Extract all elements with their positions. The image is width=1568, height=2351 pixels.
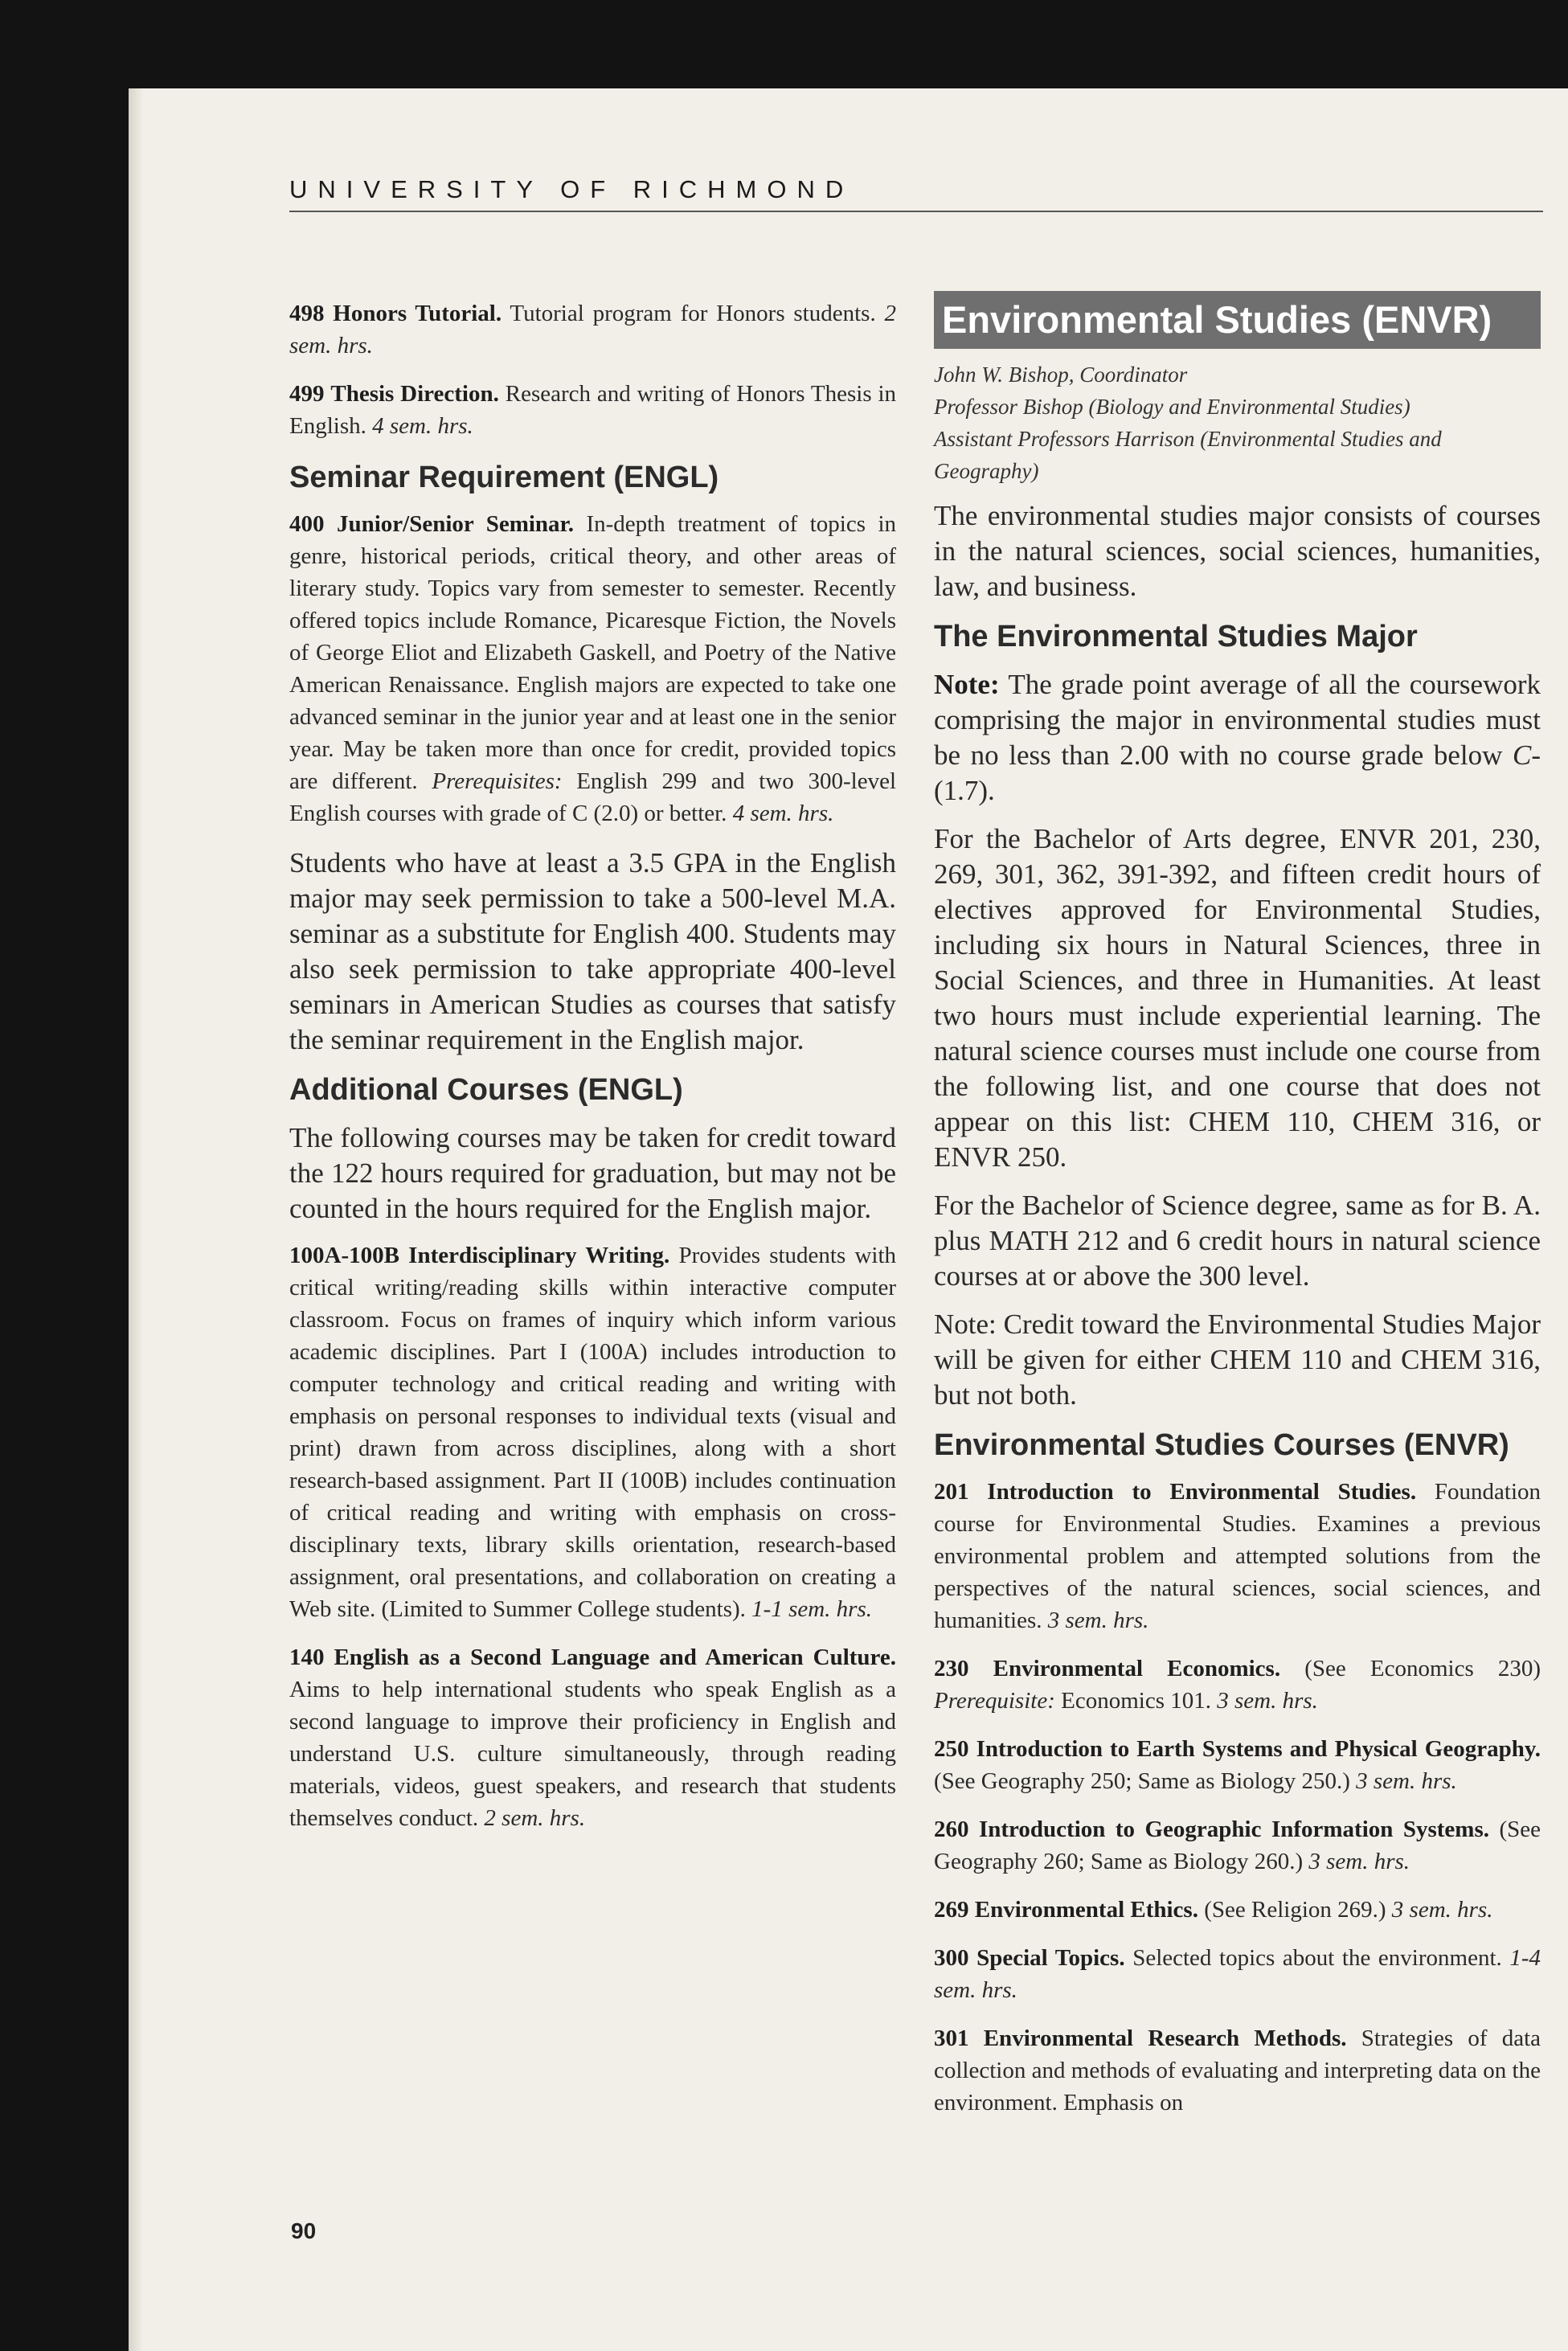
course-hours: 3 sem. hrs.	[1356, 1768, 1457, 1794]
course-description: Strategies of data collection and methods of evaluating and interpreting data on the environment. Emphasis on	[934, 2025, 1541, 2115]
left-column	[289, 297, 896, 1850]
course-title: Introduction to Geographic Information Systems.	[978, 1816, 1489, 1842]
faculty-line: Assistant Professors Harrison (Environmental Studies and Geography)	[934, 427, 1442, 483]
course-number: 201	[934, 1479, 969, 1505]
course-description: Research and writing of Honors Thesis in English.	[289, 381, 897, 439]
course-entry	[289, 1239, 896, 1625]
course-entry	[934, 2022, 1541, 2119]
course-number: 140	[289, 1644, 325, 1670]
page-number: 90	[291, 2218, 317, 2243]
course-title: Introduction to Earth Systems and Physical Geography.	[976, 1736, 1541, 1762]
course-number: 300	[934, 1945, 969, 1971]
page-edge	[129, 88, 143, 2351]
note-grade: C-	[1513, 739, 1541, 771]
course-hours: 2 sem. hrs.	[289, 301, 896, 358]
course-title: Environmental Research Methods.	[983, 2025, 1347, 2051]
course-hours: 3 sem. hrs.	[1308, 1849, 1410, 1874]
course-number: 269	[934, 1897, 969, 1923]
section-heading-major: The Environmental Studies Major	[934, 620, 1418, 653]
note-label: Note:	[934, 669, 1000, 700]
course-description: (See Geography 250; Same as Biology 250.)	[934, 1768, 1350, 1794]
course-entry	[289, 297, 896, 362]
right-column	[934, 291, 1541, 2135]
course-number: 250	[934, 1736, 969, 1762]
program-intro: The environmental studies major consists of courses in the natural sciences, social sciences, humanities, law, and business.	[934, 500, 1541, 602]
course-title: Thesis Direction.	[330, 381, 499, 407]
header-rule	[289, 211, 1543, 212]
credit-note: Note: Credit toward the Environmental Studies Major will be given for either CHEM 110 and CHEM 316, but not both.	[934, 1309, 1541, 1411]
course-description: Foundation course for Environmental Studies. Examines a previous environmental problem and attempted solutions from the perspectives of the natural sciences, social sciences, and humanities.	[934, 1479, 1541, 1633]
course-title: Introduction to Environmental Studies.	[987, 1479, 1417, 1505]
ba-requirements: For the Bachelor of Arts degree, ENVR 201, 230, 269, 301, 362, 391-392, and fifteen credit hours of electives approved for Environmental Studies, including six hours in Natural Sciences, three in Social Sciences, and three in Humanities. At least two hours must include experiential learning. The natural science courses must include one course from the following list, and one course that does not appear on this list: CHEM 110, CHEM 316, or ENVR 250.	[934, 823, 1541, 1173]
note-tail: (1.7).	[934, 775, 995, 806]
course-hours: 3 sem. hrs.	[1391, 1897, 1493, 1923]
course-entry	[934, 1813, 1541, 1878]
faculty-line: John W. Bishop, Coordinator	[934, 362, 1188, 387]
course-description: (See Economics 230)	[1304, 1656, 1541, 1681]
course-number: 260	[934, 1816, 969, 1842]
course-description: In-depth treatment of topics in genre, historical periods, critical theory, and other areas of literary study. Topics vary from semester to semester. Recently offered topics include Romance, Picaresque Fiction, the Novels of George Eliot and Elizabeth Gaskell, and Poetry of the Native American Renaissance. English majors are expected to take one advanced seminar in the junior year and at least one in the senior year. May be taken more than once for credit, provided topics are different.	[289, 511, 897, 794]
course-description: (See Religion 269.)	[1204, 1897, 1386, 1923]
course-number: 499	[289, 381, 325, 407]
course-entry	[289, 508, 896, 829]
course-number: 498	[289, 301, 325, 326]
course-number: 100A-100B	[289, 1243, 399, 1268]
course-entry	[934, 1942, 1541, 2006]
course-entry	[289, 378, 896, 442]
course-description: Tutorial program for Honors students.	[510, 301, 876, 326]
course-number: 400	[289, 511, 325, 537]
course-entry	[934, 1894, 1541, 1926]
faculty-list	[934, 358, 1541, 487]
bs-requirements: For the Bachelor of Science degree, same as for B. A. plus MATH 212 and 6 credit hours in natural science courses at or above the 300 level.	[934, 1190, 1541, 1292]
course-title: Honors Tutorial.	[333, 301, 502, 326]
course-description: Selected topics about the environment.	[1132, 1945, 1502, 1971]
course-entry	[934, 1653, 1541, 1717]
course-hours: 4 sem. hrs.	[732, 801, 834, 826]
course-number: 301	[934, 2025, 969, 2051]
course-description: Provides students with critical writing/reading skills within interactive computer classroom. Focus on frames of inquiry which inform various academic disciplines. Part I (100A) includes introduction to computer technology and critical reading and writing with emphasis on personal responses to individual texts (visual and print) drawn from across disciplines, along with a short research-based assignment. Part II (100B) includes continuation of critical reading and writing with emphasis on cross-disciplinary texts, library skills orientation, research-based assignment, oral presentations, and collaboration on creating a Web site. (Limited to Summer College students).	[289, 1243, 897, 1622]
department-banner: Environmental Studies (ENVR)	[934, 291, 1541, 349]
course-hours: 2 sem. hrs.	[484, 1805, 586, 1831]
course-title: Environmental Economics.	[993, 1656, 1281, 1681]
course-hours: 1-1 sem. hrs.	[751, 1596, 873, 1622]
course-title: Junior/Senior Seminar.	[336, 511, 575, 537]
course-number: 230	[934, 1656, 969, 1681]
course-hours: 3 sem. hrs.	[1217, 1688, 1318, 1714]
section-heading-additional: Additional Courses (ENGL)	[289, 1073, 683, 1107]
course-description: (See Geography 260; Same as Biology 260.)	[934, 1816, 1541, 1874]
course-title: English as a Second Language and American Culture.	[334, 1644, 897, 1670]
seminar-note: Students who have at least a 3.5 GPA in the English major may seek permission to take a 500-level M.A. seminar as a substitute for English 400. Students may also seek permission to take appropriate 400-level seminars in American Studies as courses that satisfy the seminar requirement in the English major.	[289, 847, 896, 1055]
prerequisite-label: Prerequisite:	[934, 1688, 1055, 1714]
running-header: UNIVERSITY OF RICHMOND	[289, 175, 854, 203]
prerequisite-text: English 299 and two 300-level English courses with grade of C (2.0) or better.	[289, 768, 896, 826]
grade-note	[934, 667, 1541, 809]
course-title: Environmental Ethics.	[974, 1897, 1198, 1923]
section-heading-courses: Environmental Studies Courses (ENVR)	[934, 1428, 1509, 1462]
course-entry	[289, 1641, 896, 1834]
course-title: Interdisciplinary Writing.	[408, 1243, 670, 1268]
course-entry	[934, 1476, 1541, 1636]
course-hours: 3 sem. hrs.	[1047, 1608, 1149, 1633]
additional-intro: The following courses may be taken for credit toward the 122 hours required for graduation, but may not be counted in the hours required for the English major.	[289, 1122, 896, 1224]
course-description: Aims to help international students who speak English as a second language to improve their proficiency in English and understand U.S. culture simultaneously, through reading materials, videos, guest speakers, and research that students themselves conduct.	[289, 1677, 896, 1831]
course-hours: 1-4 sem. hrs.	[934, 1945, 1541, 2003]
course-hours: 4 sem. hrs.	[372, 413, 473, 439]
course-title: Special Topics.	[976, 1945, 1125, 1971]
section-heading-seminar: Seminar Requirement (ENGL)	[289, 461, 719, 494]
course-entry	[934, 1733, 1541, 1797]
note-text: The grade point average of all the coursework comprising the major in environmental studies must be no less than 2.00 with no course grade below	[934, 669, 1541, 771]
prerequisite-label: Prerequisites:	[432, 768, 563, 794]
faculty-line: Professor Bishop (Biology and Environmental Studies)	[934, 395, 1410, 419]
prerequisite-text: Economics 101.	[1061, 1688, 1211, 1714]
